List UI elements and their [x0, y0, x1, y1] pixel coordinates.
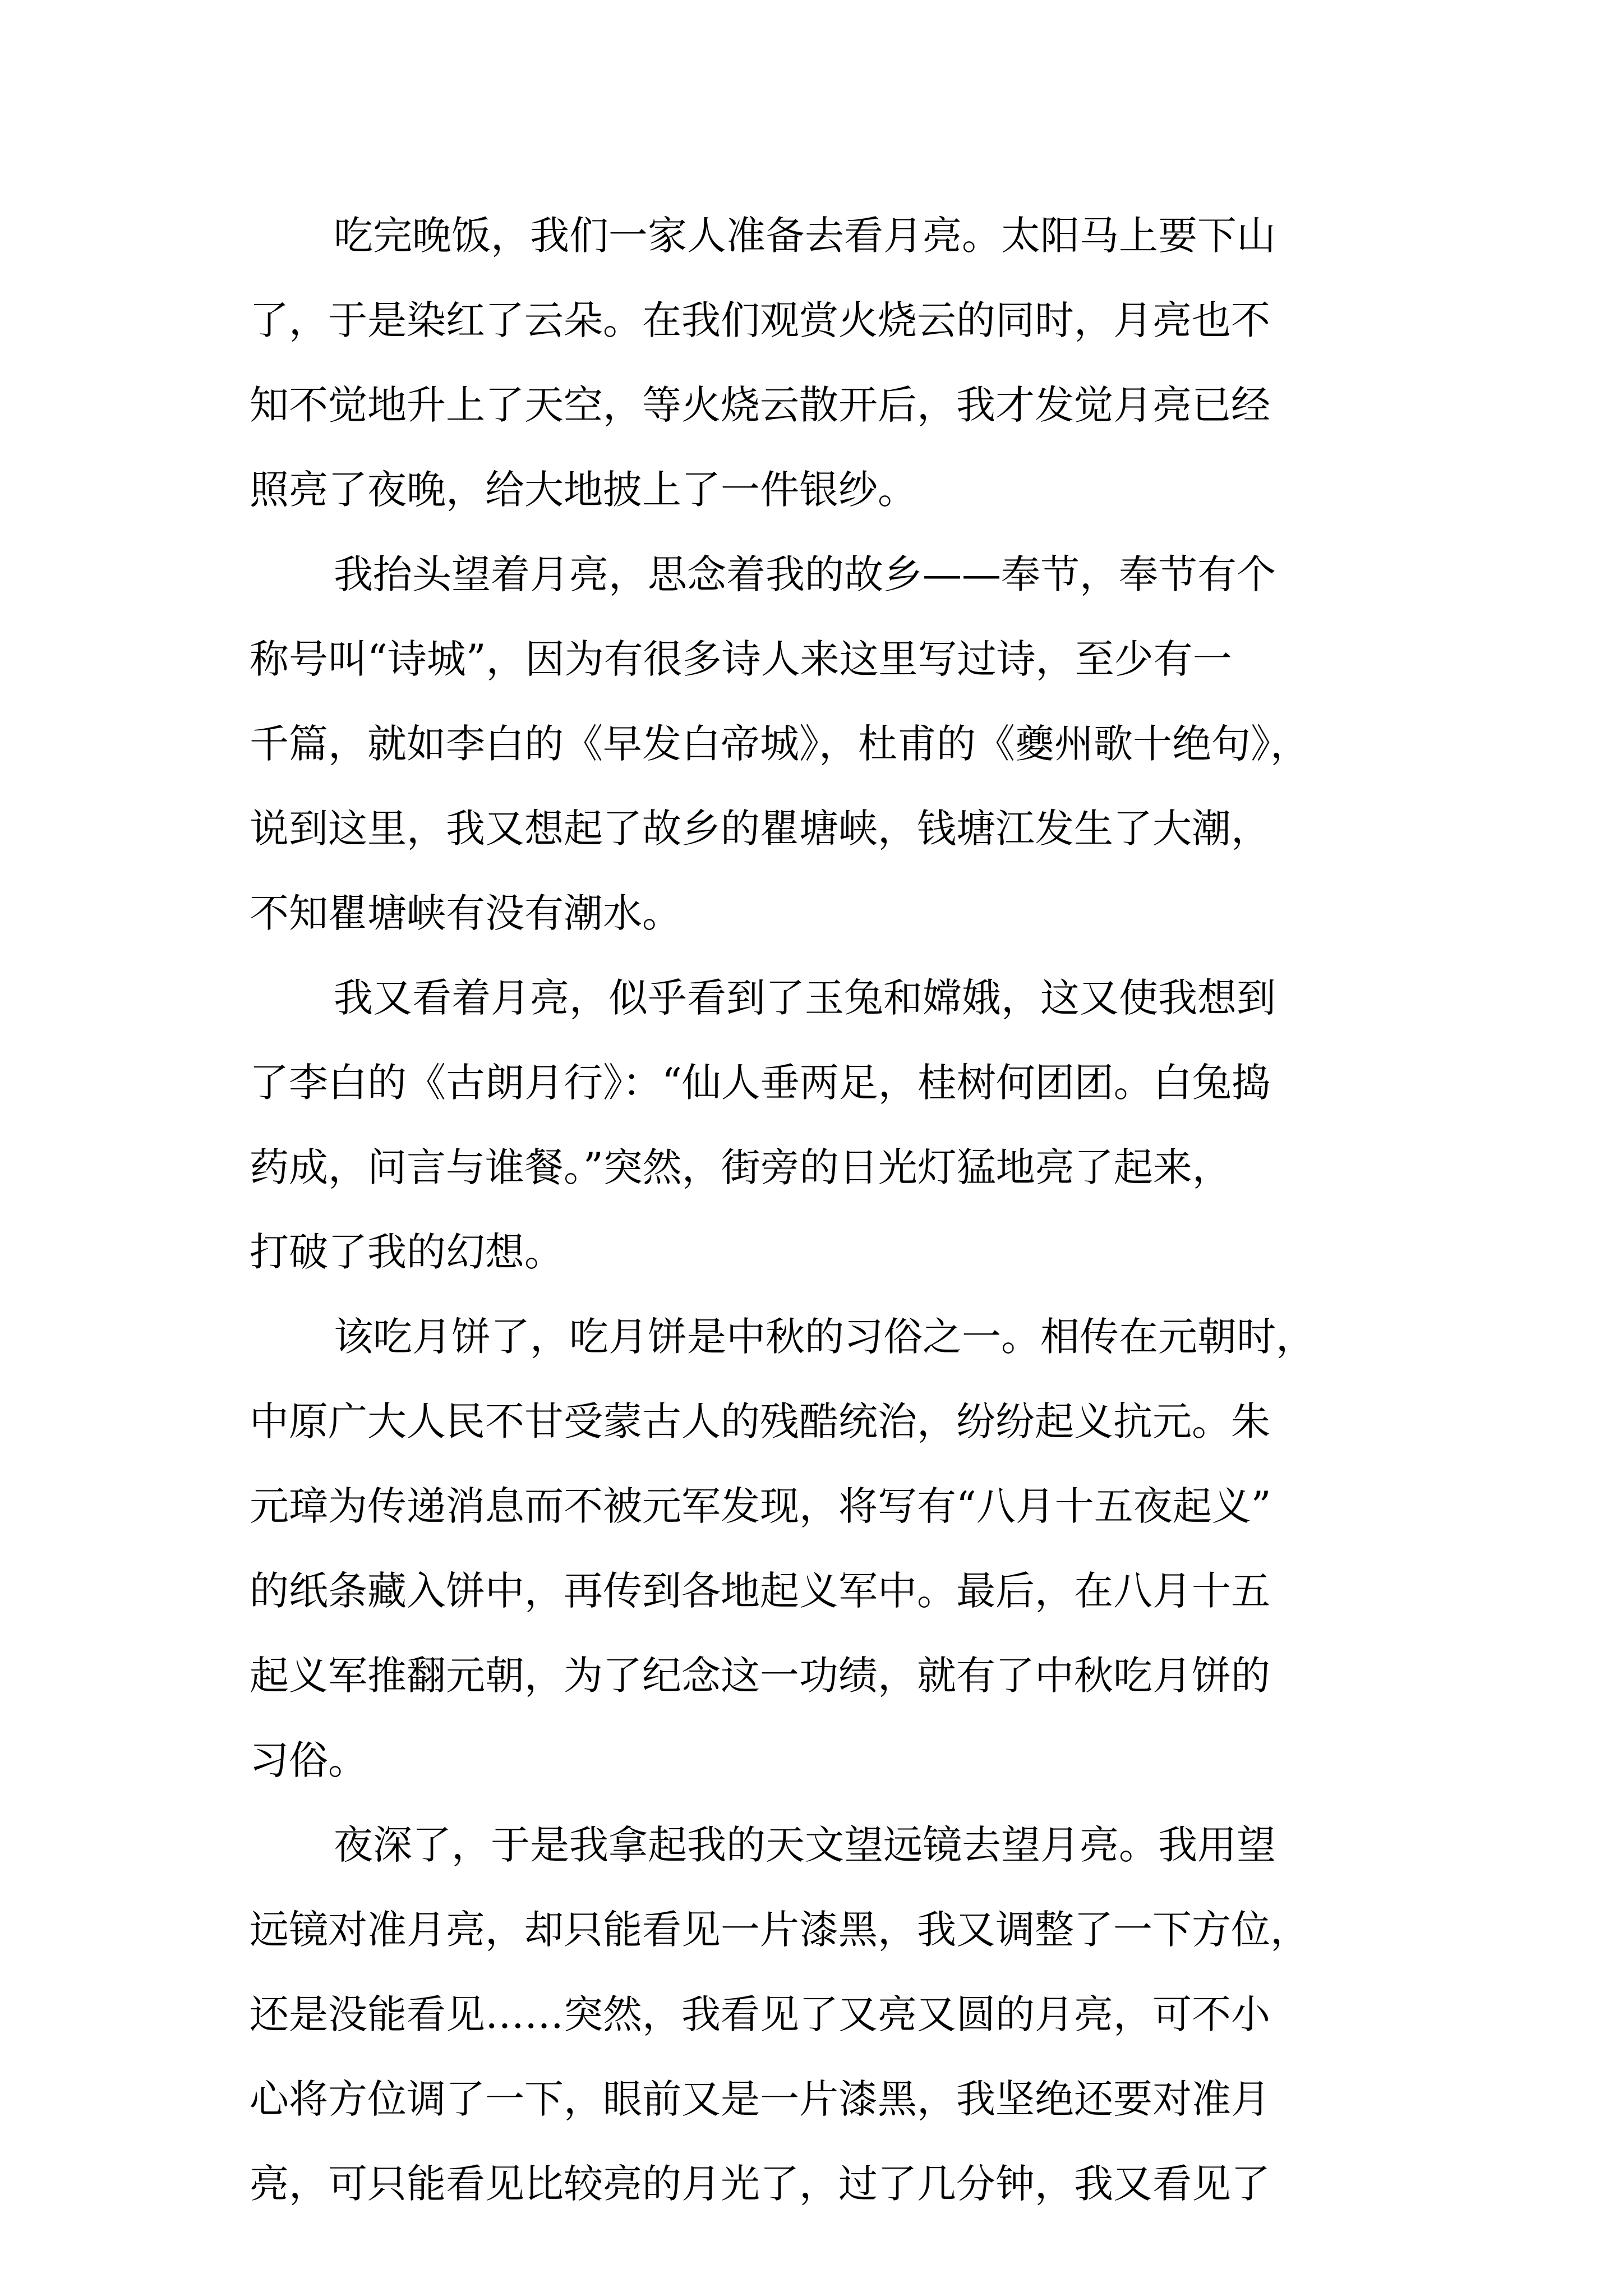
paragraph-5 [250, 1803, 1438, 2226]
paragraph-3 [250, 956, 1438, 1295]
paragraph-line: 远镜对准月亮，却只能看见一片漆黑，我又调整了一下方位， [250, 1907, 1310, 1953]
essay-body [250, 194, 1438, 2226]
paragraph-1 [250, 194, 1438, 532]
paragraph-line: 夜深了，于是我拿起我的天文望远镜去望月亮。我用望 [334, 1822, 1276, 1868]
paragraph-line: 称号叫“诗城”，因为有很多诗人来这里写过诗，至少有一 [250, 636, 1232, 682]
paragraph-line: 该吃月饼了，吃月饼是中秋的习俗之一。相传在元朝时， [334, 1314, 1315, 1360]
paragraph-2 [250, 532, 1438, 956]
paragraph-line: 吃完晚饭，我们一家人准备去看月亮。太阳马上要下山 [334, 213, 1276, 259]
paragraph-line: 心将方位调了一下，眼前又是一片漆黑，我坚绝还要对准月 [250, 2076, 1270, 2122]
paragraph-line: 亮，可只能看见比较亮的月光了，过了几分钟，我又看见了 [250, 2161, 1270, 2207]
paragraph-line: 说到这里，我又想起了故乡的瞿塘峡，钱塘江发生了大潮， [250, 806, 1270, 852]
paragraph-line: 元璋为传递消息而不被元军发现，将写有“八月十五夜起义” [250, 1483, 1271, 1529]
paragraph-line: 药成，问言与谁餐。”突然，街旁的日光灯猛地亮了起来， [250, 1144, 1232, 1190]
paragraph-line: 我抬头望着月亮，思念着我的故乡——奉节，奉节有个 [334, 551, 1276, 597]
paragraph-line: 了李白的《古朗月行》：“仙人垂两足，桂树何团团。白兔捣 [250, 1060, 1271, 1106]
paragraph-line: 了，于是染红了云朵。在我们观赏火烧云的同时，月亮也不 [250, 297, 1270, 343]
paragraph-line: 打破了我的幻想。 [250, 1229, 564, 1275]
paragraph-line: 我又看着月亮，似乎看到了玉兔和嫦娥，这又使我想到 [334, 975, 1276, 1021]
paragraph-line: 中原广大人民不甘受蒙古人的残酷统治，纷纷起义抗元。朱 [250, 1398, 1270, 1444]
paragraph-line: 还是没能看见……突然，我看见了又亮又圆的月亮，可不小 [250, 1991, 1270, 2037]
paragraph-line: 习俗。 [250, 1737, 367, 1783]
paragraph-4 [250, 1295, 1438, 1803]
paragraph-line: 起义军推翻元朝，为了纪念这一功绩，就有了中秋吃月饼的 [250, 1653, 1270, 1699]
paragraph-line: 的纸条藏入饼中，再传到各地起义军中。最后，在八月十五 [250, 1568, 1270, 1614]
paragraph-line: 知不觉地升上了天空，等火烧云散开后，我才发觉月亮已经 [250, 382, 1270, 428]
paragraph-line: 不知瞿塘峡有没有潮水。 [250, 890, 681, 936]
paragraph-line: 照亮了夜晚，给大地披上了一件银纱。 [250, 467, 917, 513]
paragraph-line: 千篇，就如李白的《早发白帝城》，杜甫的《夔州歌十绝句》， [250, 721, 1310, 767]
